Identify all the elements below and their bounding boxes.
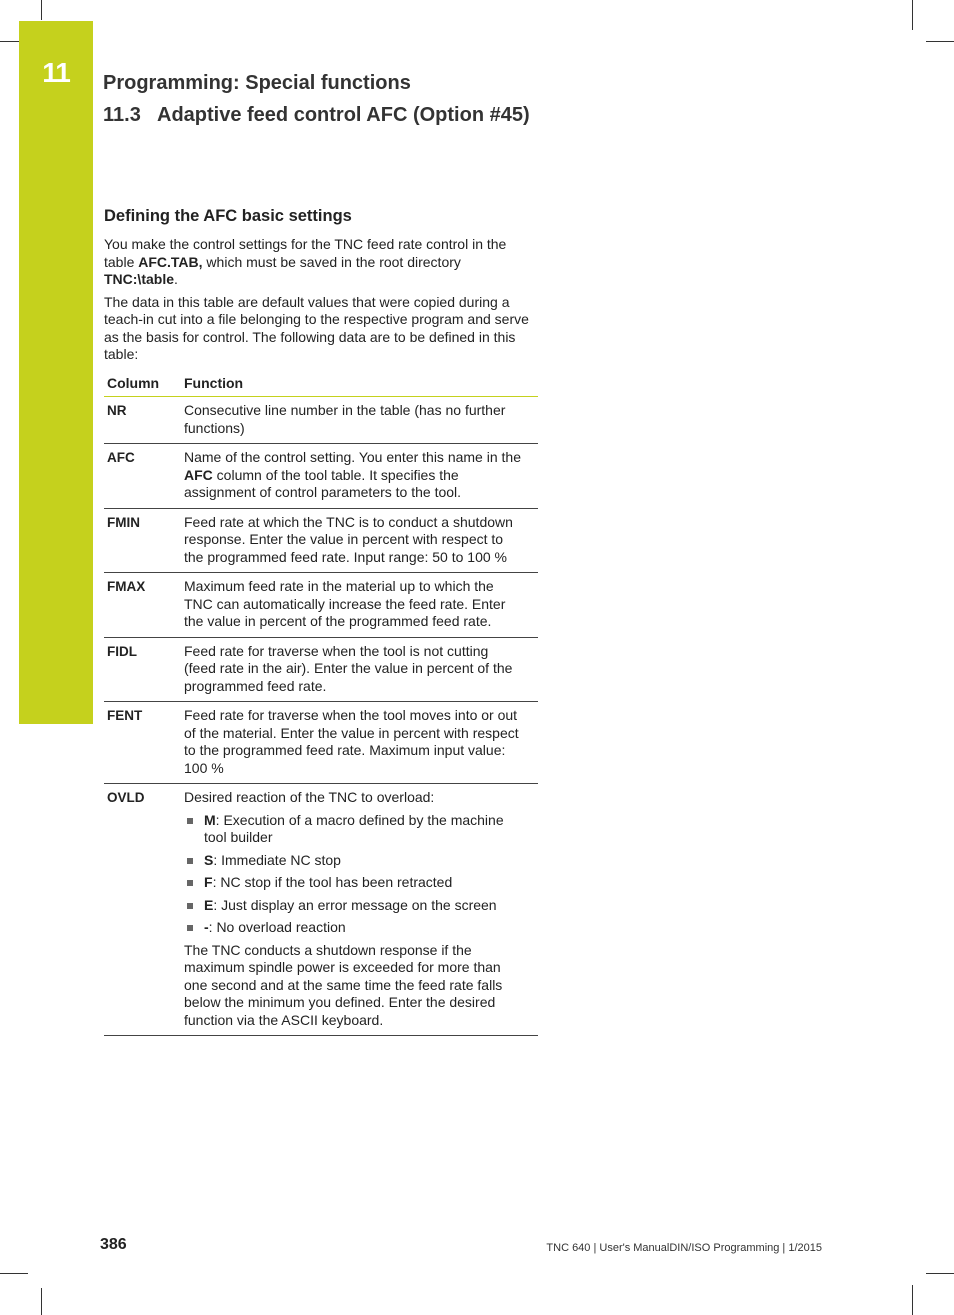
column-name: FIDL <box>104 637 181 702</box>
list-item <box>184 919 524 937</box>
chapter-number: 11 <box>42 57 70 88</box>
overload-intro: Desired reaction of the TNC to overload: <box>184 789 435 805</box>
column-name: OVLD <box>104 784 181 1036</box>
function-description: Feed rate for traverse when the tool moves into or out of the material. Enter the value in percent with respect to the programmed feed rate. Maximum input value: 100 % <box>181 702 538 784</box>
table-row <box>104 784 538 1036</box>
option-text: : Just display an error message on the screen <box>213 896 497 913</box>
list-item <box>184 852 524 870</box>
crop-mark <box>41 1288 42 1315</box>
crop-mark <box>926 41 954 42</box>
afc-settings-table <box>104 372 538 1037</box>
chapter-title: Programming: Special functions <box>103 72 411 94</box>
list-item <box>184 812 524 847</box>
section-number: 11.3 <box>103 104 141 126</box>
column-name: AFC <box>104 444 181 509</box>
list-item <box>184 874 524 892</box>
table-row <box>104 508 538 573</box>
function-description <box>181 444 538 509</box>
footer-text: TNC 640 | User's ManualDIN/ISO Programming | 1/2015 <box>546 1242 822 1254</box>
function-header: Function <box>181 372 538 397</box>
option-key: S <box>204 851 214 868</box>
crop-mark <box>0 41 20 42</box>
chapter-tab-bar <box>19 21 93 724</box>
text-span: which must be saved in the root directory <box>202 253 461 270</box>
option-text: : NC stop if the tool has been retracted <box>212 874 453 890</box>
column-name: FENT <box>104 702 181 784</box>
column-name: NR <box>104 397 181 444</box>
crop-mark <box>912 0 913 30</box>
function-description: Feed rate at which the TNC is to conduct a shutdown response. Enter the value in percent with respect to the programmed feed rate. Input range: 50 to 100 % <box>181 508 538 573</box>
table-row <box>104 444 538 509</box>
table-row <box>104 397 538 444</box>
text-span: Name of the control setting. You enter this name in the <box>184 449 521 465</box>
table-row <box>104 637 538 702</box>
section-title-text: Adaptive feed control AFC (Option #45) <box>157 104 530 126</box>
function-description: Consecutive line number in the table (has no further functions) <box>181 397 538 444</box>
table-file-name: AFC.TAB, <box>138 253 203 270</box>
table-row <box>104 702 538 784</box>
main-content <box>104 205 538 1036</box>
text-span: You make the control settings for the TNC feed rate control in the table <box>104 236 507 270</box>
crop-mark <box>912 1285 913 1315</box>
crop-mark <box>0 1273 28 1274</box>
page-number: 386 <box>100 1236 127 1253</box>
description-paragraph: The data in this table are default values that were copied during a teach-in cut into a file belonging to the respective program and serve as the basis for control. The following data are to be defined in this table: <box>104 293 529 362</box>
column-header: Column <box>104 372 181 397</box>
function-description: Maximum feed rate in the material up to which the TNC can automatically increase the feed rate. Enter the value in percent of the programmed feed rate. <box>181 573 538 638</box>
option-key: - <box>204 919 209 935</box>
inline-code: AFC <box>184 466 213 483</box>
list-item <box>184 897 524 915</box>
crop-mark <box>926 1273 954 1274</box>
function-description: Feed rate for traverse when the tool is not cutting (feed rate in the air). Enter the value in percent of the programmed feed rate. <box>181 637 538 702</box>
directory-path: TNC:\table <box>104 271 174 287</box>
column-name: FMAX <box>104 573 181 638</box>
intro-paragraph <box>104 236 538 289</box>
option-text: : Immediate NC stop <box>213 851 341 868</box>
option-text: : No overload reaction <box>208 919 346 935</box>
text-span: . <box>174 271 178 287</box>
function-description <box>181 784 538 1036</box>
overload-options-list <box>184 812 524 937</box>
option-key: E <box>204 896 214 913</box>
table-row <box>104 573 538 638</box>
column-name: FMIN <box>104 508 181 573</box>
option-text: : Execution of a macro defined by the machine tool builder <box>204 811 504 845</box>
crop-mark <box>41 0 42 20</box>
subsection-heading: Defining the AFC basic settings <box>104 207 352 225</box>
option-key: F <box>204 874 213 890</box>
section-title <box>103 104 530 127</box>
overload-outro: The TNC conducts a shutdown response if the maximum spindle power is exceeded for more than one second and at the same time the feed rate falls below the minimum you defined. Enter the desired function via the ASCII keyboard. <box>184 941 503 1028</box>
option-key: M <box>204 811 216 828</box>
table-header-row <box>104 372 538 397</box>
text-span: column of the tool table. It specifies the assignment of control parameters to the tool. <box>184 466 462 500</box>
